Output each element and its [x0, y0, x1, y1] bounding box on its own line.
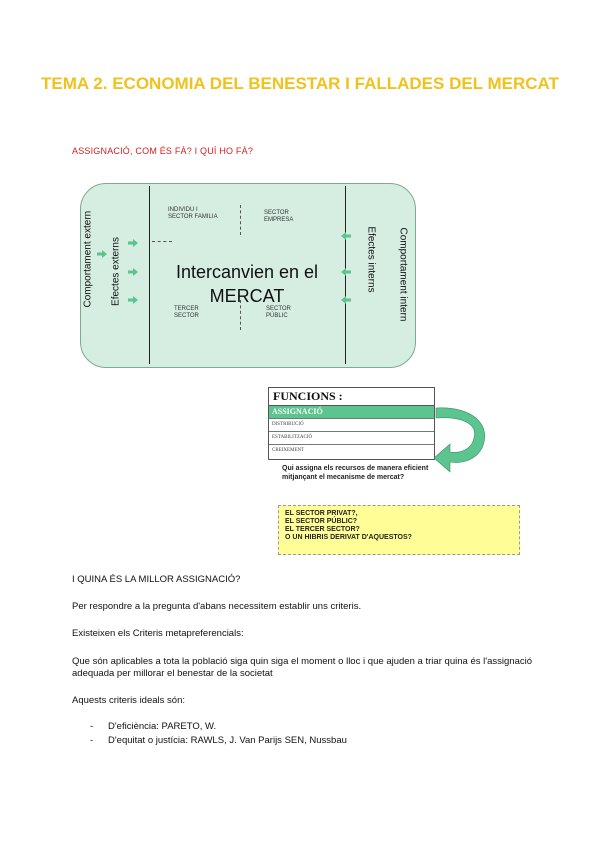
sector-options-box — [278, 505, 520, 555]
sector-public: SECTOR PÚBLIC — [266, 306, 291, 319]
paragraph-ideal-criteria: Aquests criteris ideals són: — [72, 695, 185, 706]
sector-individual-family: INDIVIDU I SECTOR FAMILIA — [168, 207, 218, 220]
arrow-right-icon — [97, 250, 107, 258]
option-hybrid: O UN HIBRIS DERIVAT D'AQUESTOS? — [285, 534, 412, 541]
external-behaviour-label: Comportament extern — [82, 210, 94, 308]
paragraph-criteria-need: Per respondre a la pregunta d'abans necessitem establir uns criteris. — [72, 601, 362, 612]
arrow-right-icon — [128, 296, 138, 304]
option-private-sector: EL SECTOR PRIVAT?, — [285, 510, 358, 517]
arrow-left-icon — [341, 268, 351, 276]
best-allocation-question: I QUINA ÉS LA MILLOR ASSIGNACIÓ? — [72, 574, 241, 585]
diagram-left-divider — [149, 186, 150, 364]
functions-table — [268, 387, 435, 460]
criterion-efficiency: D'eficiència: PARETO, W. — [108, 721, 217, 732]
option-public-sector: EL SECTOR PÚBLIC? — [285, 518, 358, 525]
diagram-dashed-divider-top — [240, 205, 241, 235]
internal-behaviour-label: Comportament intern — [397, 227, 409, 322]
sector-third: TERCER SECTOR — [174, 306, 199, 319]
diagram-dashed-divider-left — [152, 241, 172, 242]
function-row-growth: CREIXEMENT — [272, 448, 305, 453]
list-item: - D'eficiència: PARETO, W. — [90, 721, 217, 732]
arrow-left-icon — [341, 232, 351, 240]
document-title: TEMA 2. ECONOMIA DEL BENESTAR I FALLADES DEL MERCAT — [41, 74, 559, 93]
arrow-right-icon — [128, 268, 138, 276]
sector-business: SECTOR EMPRESA — [264, 210, 294, 223]
arrow-left-icon — [341, 296, 351, 304]
external-effects-label: Efectes externs — [110, 237, 122, 306]
function-row-stabilisation: ESTABILITZACIÓ — [269, 432, 434, 445]
list-item: - D'equitat o justícia: RAWLS, J. Van Parijs SEN, Nussbau — [90, 735, 347, 746]
curved-arrow-icon — [430, 400, 495, 480]
internal-effects-label: Efectes interns — [365, 226, 377, 293]
paragraph-metapreferential: Existeixen els Criteris metapreferencials: — [72, 628, 244, 639]
section-subheading: ASSIGNACIÓ, COM ÉS FÀ? I QUÍ HO FÀ? — [72, 146, 254, 156]
function-row-assignment: ASSIGNACIÓ — [269, 406, 434, 419]
criteria-list — [72, 720, 532, 748]
allocation-question: Qui assigna els recursos de manera eficient mitjançant el mecanisme de mercat? — [282, 465, 429, 481]
criterion-equity: D'equitat o justícia: RAWLS, J. Van Parijs SEN, Nussbau — [108, 735, 347, 746]
function-row-distribution: DISTRIBUCIÓ — [269, 419, 434, 432]
option-third-sector: EL TERCER SECTOR? — [285, 526, 360, 533]
functions-title: FUNCIONS : — [269, 388, 434, 406]
market-center-text: Intercanvien en el MERCAT — [175, 262, 319, 306]
paragraph-definition: Que són aplicables a tota la població siga quin siga el moment o lloc i que ajuden a triar quina és l'assignació adequada per millorar el benestar de la societat — [72, 656, 532, 679]
arrow-right-icon — [128, 239, 138, 247]
